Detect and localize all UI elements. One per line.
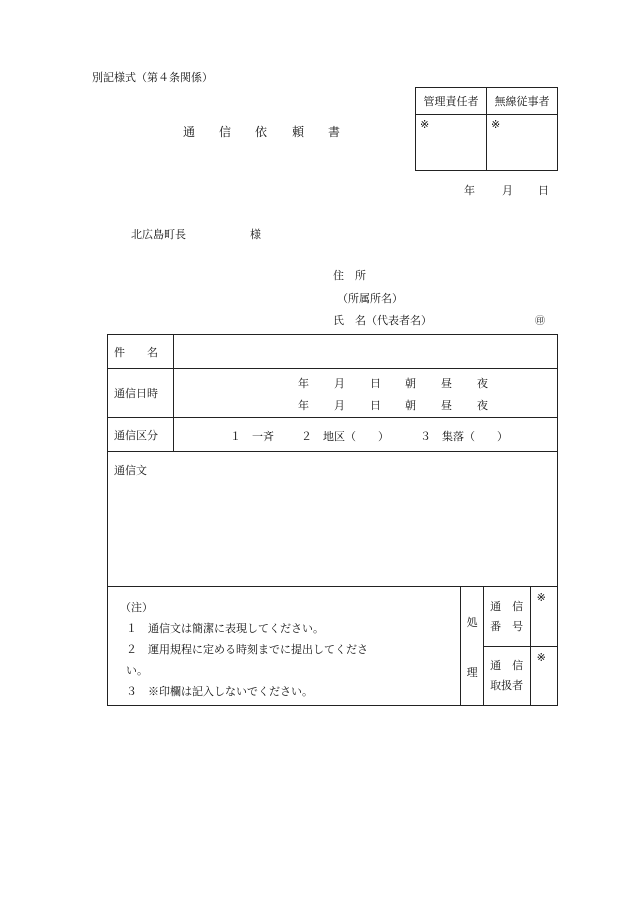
approval-header-operator: 無線従事者 [487,88,558,115]
unit-day: 日 [370,377,381,390]
unit-year: 年 [298,377,309,390]
unit-night: 夜 [477,377,488,390]
addressee: 北広島町長 [131,228,186,241]
notes-heading: （注） [120,601,153,614]
message-cell[interactable] [108,452,558,587]
reference-mark: ※ [420,118,430,131]
category-field[interactable] [174,418,558,452]
approval-box [415,87,558,171]
date-day: 日 [538,184,549,197]
title-char: 信 [219,125,232,139]
reference-mark: ※ [536,591,546,604]
unit-year: 年 [298,399,309,412]
form-label: 別記様式（第４条関係） [92,71,213,84]
datetime-row-1 [298,375,498,389]
datetime-row-2 [298,397,498,411]
reference-mark: ※ [491,118,501,131]
title-char: 頼 [292,125,305,139]
category-label: 通信区分 [108,418,174,452]
approval-cell-manager[interactable] [416,115,487,171]
date-month: 月 [502,184,513,197]
comm-number-label: 通 信 番 号 [483,587,530,647]
note-item: い。 [126,664,148,677]
main-form-table [107,334,558,706]
unit-month: 月 [334,399,345,412]
note-item: ３ ※印欄は記入しないでください。 [126,685,313,698]
unit-noon: 昼 [441,399,452,412]
unit-morning: 朝 [405,377,416,390]
processing-label: 処 理 [460,587,483,706]
seal-mark: ㊞ [535,316,545,327]
comm-handler-label: 通 信 取扱者 [483,647,530,706]
category-option-all[interactable]: １ 一斉 [230,430,274,443]
subject-field[interactable] [174,335,558,369]
approval-header-manager: 管理責任者 [416,88,487,115]
datetime-label: 通信日時 [108,369,174,418]
title-char: 書 [328,125,341,139]
sender-name-label: 氏 名（代表者名） [333,314,432,327]
category-option-village[interactable]: ３ 集落（ ） [420,430,508,443]
reference-mark: ※ [536,651,546,664]
unit-morning: 朝 [405,399,416,412]
unit-night: 夜 [477,399,488,412]
unit-noon: 昼 [441,377,452,390]
sender-affiliation-label: （所属所名） [337,292,403,305]
unit-day: 日 [370,399,381,412]
sender-address-label: 住 所 [333,269,366,282]
note-item: １ 通信文は簡潔に表現してください。 [126,622,324,635]
title-char: 通 [183,125,196,139]
comm-number-field[interactable] [530,587,557,647]
subject-label: 件 名 [108,335,174,369]
notes-cell [108,587,461,706]
honorific: 様 [250,228,261,241]
note-item: ２ 運用規程に定める時刻までに提出してくださ [126,643,368,656]
category-option-district[interactable]: ２ 地区（ ） [301,430,389,443]
title-char: 依 [255,125,268,139]
datetime-field[interactable] [174,369,558,418]
date-year: 年 [464,184,475,197]
message-label: 通信文 [114,464,147,477]
unit-month: 月 [334,377,345,390]
comm-handler-field[interactable] [530,647,557,706]
approval-cell-operator[interactable] [487,115,558,171]
